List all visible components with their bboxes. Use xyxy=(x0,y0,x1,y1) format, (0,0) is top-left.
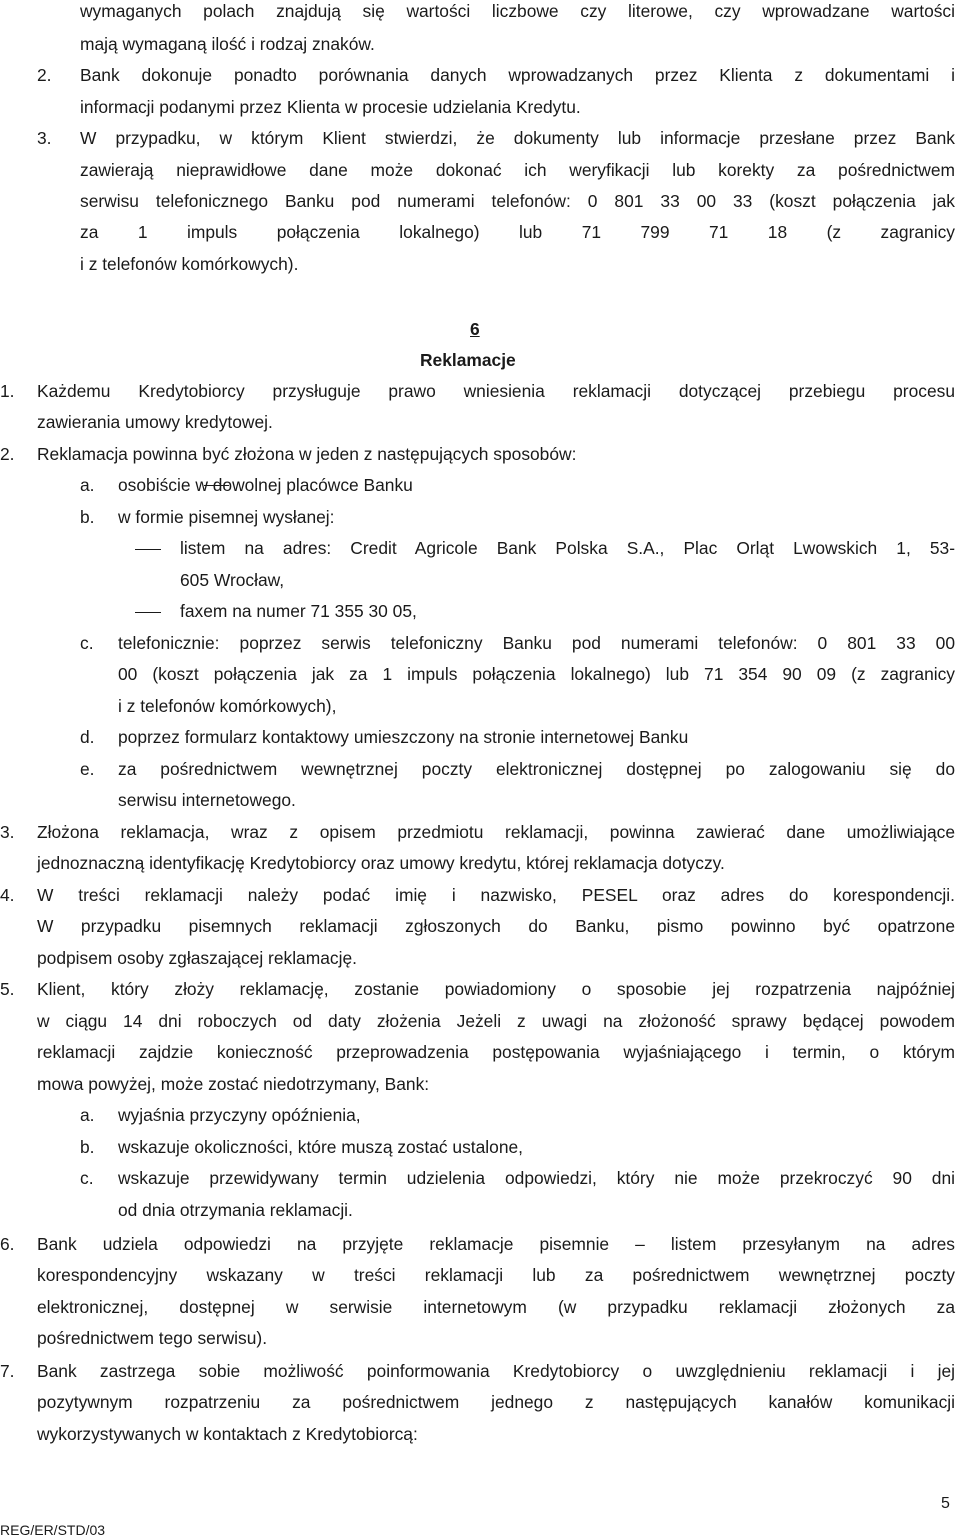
sublist-letter: b. xyxy=(80,507,95,527)
bullet-dash xyxy=(135,612,161,613)
page-number: 5 xyxy=(941,1495,950,1512)
list-number: 5. xyxy=(0,979,15,999)
sublist-letter: b. xyxy=(80,1137,95,1157)
section-number: 6 xyxy=(470,319,480,339)
sublist-text: poprzez formularz kontaktowy umieszczony na stronie internetowej Banku xyxy=(118,727,689,747)
sublist-text: faxem na numer 71 355 30 05, xyxy=(180,601,417,621)
list-number: 4. xyxy=(0,885,15,905)
list-item-text: Złożona reklamacja, wraz z opisem przedmiotu reklamacji, powinna zawierać dane umożliwiające xyxy=(37,822,955,842)
list-item-text: korespondencyjny wskazany w treści reklamacji lub za pośrednictwem wewnętrznej poczty xyxy=(37,1265,955,1285)
sublist-letter: c. xyxy=(80,1168,94,1188)
dash-mark xyxy=(204,485,229,486)
sublist-text: osobiście w dowolnej placówce Banku xyxy=(118,475,413,495)
list-item-text: w ciągu 14 dni roboczych od daty złożenia Jeżeli z uwagi na złożoność sprawy będącej powodem xyxy=(37,1011,955,1031)
list-item-text: zawierają nieprawidłowe dane może dokonać ich weryfikacji lub korekty za pośrednictwem xyxy=(80,160,955,180)
list-item-text: zawierania umowy kredytowej. xyxy=(37,412,273,432)
sublist-text: i z telefonów komórkowych), xyxy=(118,696,337,716)
list-item-text: informacji podanymi przez Klienta w procesie udzielania Kredytu. xyxy=(80,97,581,117)
list-number: 2. xyxy=(0,444,15,464)
list-item-text: Bank udziela odpowiedzi na przyjęte reklamacje pisemnie – listem przesyłanym na adres xyxy=(37,1234,955,1254)
sublist-text: wyjaśnia przyczyny opóźnienia, xyxy=(118,1105,361,1125)
list-item-text: Reklamacja powinna być złożona w jeden z następujących sposobów: xyxy=(37,444,577,464)
list-number: 6. xyxy=(0,1234,15,1254)
sublist-letter: c. xyxy=(80,633,94,653)
list-item-text: W przypadku, w którym Klient stwierdzi, że dokumenty lub informacje przesłane przez Bank xyxy=(80,128,955,148)
list-number: 2. xyxy=(37,65,52,85)
list-item-text: elektronicznej, dostępnej w serwisie internetowym (w przypadku reklamacji złożonych za xyxy=(37,1297,955,1317)
sublist-letter: e. xyxy=(80,759,95,779)
list-item-text: Każdemu Kredytobiorcy przysługuje prawo wniesienia reklamacji dotyczącej przebiegu procesu xyxy=(37,381,955,401)
list-item-text: W przypadku pisemnych reklamacji zgłoszonych do Banku, pismo powinno być opatrzone xyxy=(37,916,955,936)
list-item-text: i z telefonów komórkowych). xyxy=(80,254,299,274)
list-item-text: podpisem osoby zgłaszającej reklamację. xyxy=(37,948,357,968)
sublist-text: wskazuje okoliczności, które muszą zostać ustalone, xyxy=(118,1137,523,1157)
sublist-letter: a. xyxy=(80,1105,95,1125)
list-item-text: wykorzystywanych w kontaktach z Kredytobiorcą: xyxy=(37,1424,418,1444)
list-item-text: pozytywnym rozpatrzeniu za pośrednictwem jednego z następujących kanałów komunikacji xyxy=(37,1392,955,1412)
list-item-text: Bank zastrzega sobie możliwość poinformowania Kredytobiorcy o uwzględnieniu reklamacji i jej xyxy=(37,1361,955,1381)
sublist-text: od dnia otrzymania reklamacji. xyxy=(118,1200,353,1220)
list-number: 3. xyxy=(0,822,15,842)
list-item-text: serwisu telefonicznego Banku pod numerami telefonów: 0 801 33 00 33 (koszt połączenia jak xyxy=(80,191,955,211)
document-code: REG/ER/STD/03 xyxy=(0,1522,106,1538)
sublist-text: serwisu internetowego. xyxy=(118,790,296,810)
list-number: 3. xyxy=(37,128,52,148)
list-number: 7. xyxy=(0,1361,15,1381)
list-item-text: reklamacji zajdzie konieczność przeprowadzenia postępowania wyjaśniającego i termin, o którym xyxy=(37,1042,955,1062)
intro-line: wymaganych polach znajdują się wartości liczbowe czy literowe, czy wprowadzane wartości xyxy=(80,1,955,21)
list-item-text: W treści reklamacji należy podać imię i nazwisko, PESEL oraz adres do korespondencji. xyxy=(37,885,955,905)
bullet-dash xyxy=(135,549,161,550)
sublist-text: 00 (koszt połączenia jak za 1 impuls połączenia lokalnego) lub 71 354 90 09 (z zagranicy xyxy=(118,664,955,684)
list-item-text: pośrednictwem tego serwisu). xyxy=(37,1328,268,1348)
list-number: 1. xyxy=(0,381,15,401)
list-item-text: Bank dokonuje ponadto porównania danych wprowadzanych przez Klienta z dokumentami i xyxy=(80,65,955,85)
sublist-text: telefonicznie: poprzez serwis telefoniczny Banku pod numerami telefonów: 0 801 33 00 xyxy=(118,633,955,653)
sublist-letter: a. xyxy=(80,475,95,495)
list-item-text: jednoznaczną identyfikację Kredytobiorcy oraz umowy kredytu, której reklamacja dotyczy. xyxy=(37,853,725,873)
sublist-text: za pośrednictwem wewnętrznej poczty elektronicznej dostępnej po zalogowaniu się do xyxy=(118,759,955,779)
sublist-text: wskazuje przewidywany termin udzielenia odpowiedzi, który nie może przekroczyć 90 dni xyxy=(118,1168,955,1188)
sublist-letter: d. xyxy=(80,727,95,747)
list-item-text: Klient, który złoży reklamację, zostanie powiadomiony o sposobie jej rozpatrzenia najpóźniej xyxy=(37,979,955,999)
intro-line: mają wymaganą ilość i rodzaj znaków. xyxy=(80,34,375,54)
section-title: Reklamacje xyxy=(420,350,516,370)
sublist-text: 605 Wrocław, xyxy=(180,570,285,590)
sublist-text: w formie pisemnej wysłanej: xyxy=(118,507,335,527)
list-item-text: za 1 impuls połączenia lokalnego) lub 71 799 71 18 (z zagranicy xyxy=(80,222,955,242)
list-item-text: mowa powyżej, może zostać niedotrzymany, Bank: xyxy=(37,1074,430,1094)
sublist-text: listem na adres: Credit Agricole Bank Polska S.A., Plac Orląt Lwowskich 1, 53- xyxy=(180,538,955,558)
